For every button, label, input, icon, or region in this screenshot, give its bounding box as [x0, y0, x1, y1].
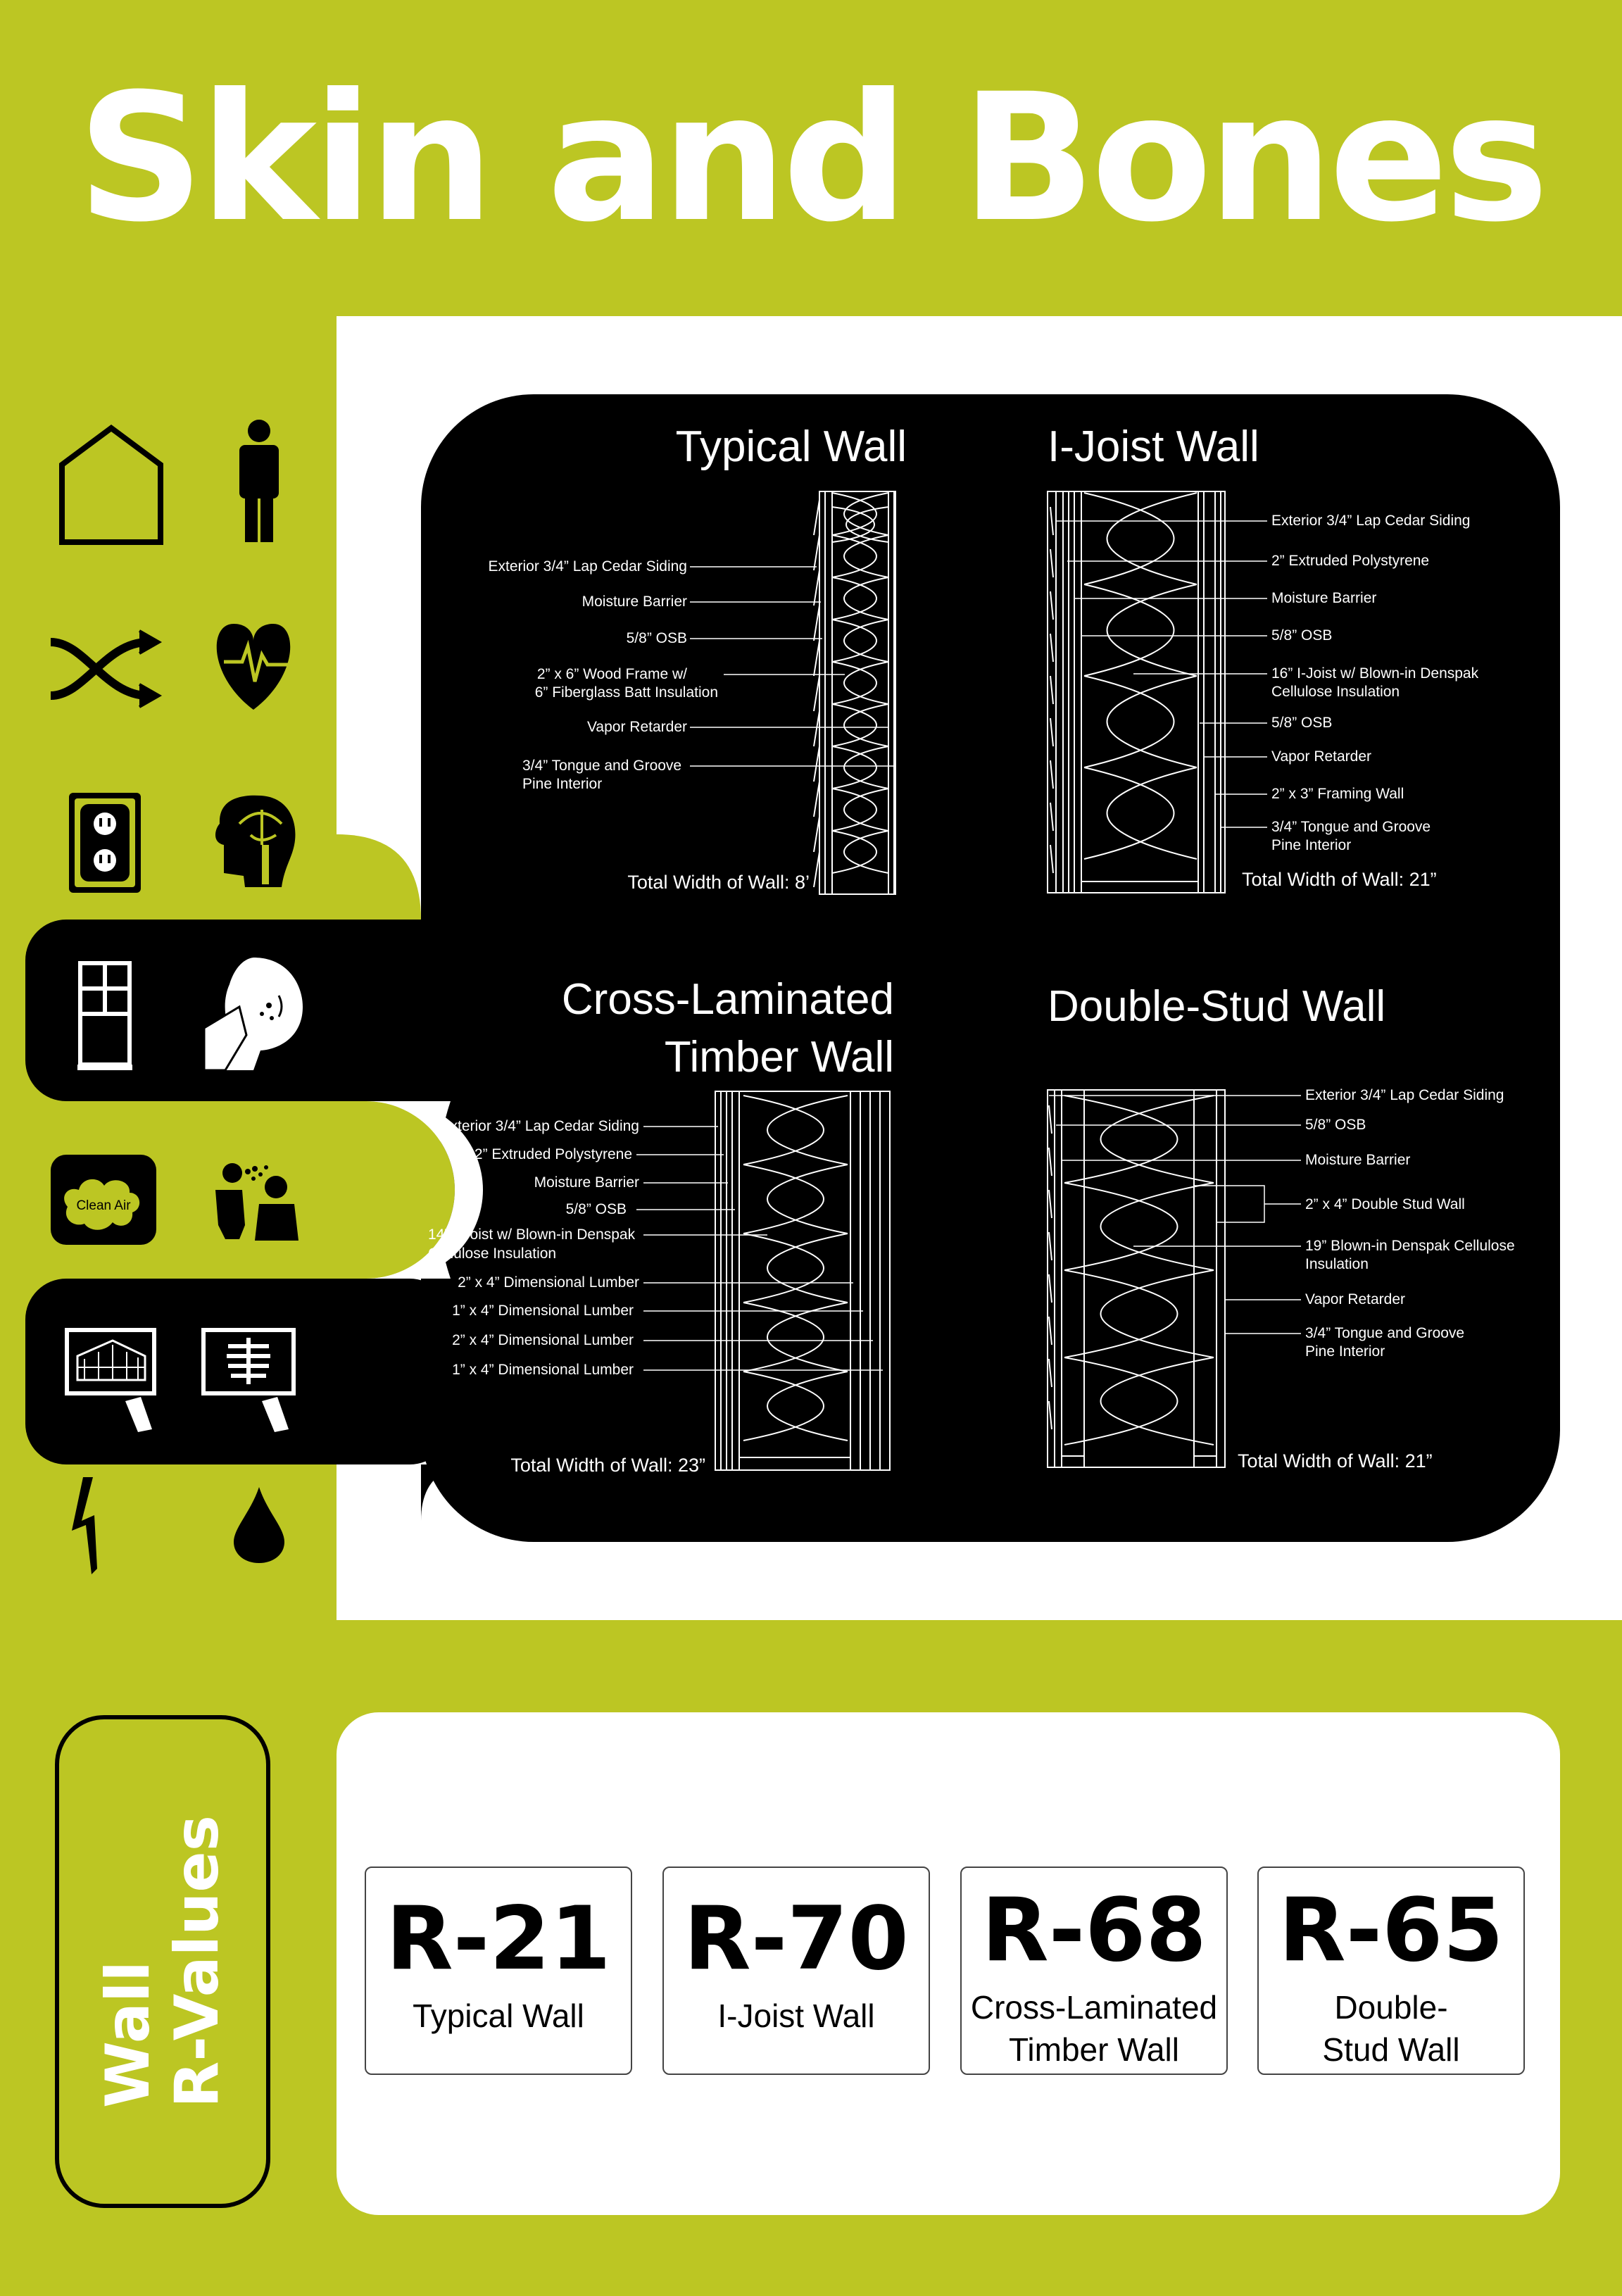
- clt-label-5: 14” I-Joist w/ Blown-in Denspak: [428, 1227, 636, 1243]
- ijoist-label-11: Pine Interior: [1271, 837, 1352, 853]
- typical-label-6: Vapor Retarder: [586, 719, 687, 735]
- ijoist-label-5: 16” I-Joist w/ Blown-in Denspak: [1271, 665, 1479, 682]
- lightning-icon: [72, 1477, 97, 1574]
- clt-label-6: Cellulose Insulation: [428, 1246, 557, 1262]
- ijoist-label-2: 2” Extruded Polystyrene: [1271, 553, 1430, 569]
- ijoist-label-7: 5/8” OSB: [1271, 715, 1333, 731]
- wall-r-values-line1: Wall: [93, 1961, 164, 2108]
- ijoist-total-width: Total Width of Wall: 21”: [1242, 869, 1437, 890]
- clt-label-4: 5/8” OSB: [565, 1201, 627, 1217]
- person-icon: [239, 420, 279, 542]
- r-value: R-68: [981, 1880, 1207, 1981]
- r-value-label: [1259, 1986, 1523, 2071]
- r-value-label: [962, 1986, 1226, 2071]
- ijoist-label-4: 5/8” OSB: [1271, 627, 1333, 644]
- wall-r-values-heading: [55, 1715, 270, 2208]
- typical-label-8: Pine Interior: [522, 776, 603, 792]
- double-label-9: Pine Interior: [1305, 1343, 1385, 1360]
- wall-r-values-line2: R-Values: [162, 1815, 233, 2108]
- brain-head-icon: [215, 796, 295, 887]
- double-label-5: 19” Blown-in Denspak Cellulose: [1305, 1238, 1515, 1254]
- r-value: R-70: [684, 1888, 909, 1990]
- typical-total-width: Total Width of Wall: 8’: [627, 872, 810, 893]
- r-value-card-typical: [365, 1867, 632, 2075]
- double-label-1: Exterior 3/4” Lap Cedar Siding: [1305, 1087, 1504, 1103]
- typical-label-5: 6” Fiberglass Batt Insulation: [534, 684, 718, 701]
- clt-label-7: 2” x 4” Dimensional Lumber: [458, 1274, 639, 1291]
- r-value: R-21: [386, 1888, 611, 1990]
- double-wall-title: Double-Stud Wall: [1048, 982, 1386, 1031]
- ijoist-label-6: Cellulose Insulation: [1271, 684, 1400, 700]
- r-value-label-line1: I-Joist Wall: [717, 1997, 875, 2034]
- shuffle-icon: [51, 631, 159, 707]
- r-value-label-line1: Cross-Laminated: [970, 1989, 1218, 2026]
- typical-label-1: Exterior 3/4” Lap Cedar Siding: [488, 558, 687, 575]
- double-label-7: Vapor Retarder: [1305, 1291, 1406, 1307]
- clt-wall-title-line1: Cross-Laminated: [561, 975, 894, 1024]
- clean-air-icon: [51, 1155, 156, 1245]
- double-label-2: 5/8” OSB: [1305, 1117, 1366, 1133]
- clt-label-10: 1” x 4” Dimensional Lumber: [452, 1362, 634, 1378]
- ijoist-label-1: Exterior 3/4” Lap Cedar Siding: [1271, 513, 1471, 529]
- clt-label-8: 1” x 4” Dimensional Lumber: [452, 1303, 634, 1319]
- r-value-label: [366, 1995, 631, 2037]
- outlet-icon: [69, 793, 141, 893]
- clt-label-2: 2” Extruded Polystyrene: [474, 1146, 632, 1162]
- double-label-4: 2” x 4” Double Stud Wall: [1305, 1196, 1465, 1212]
- sneeze-people-icon: [215, 1163, 298, 1241]
- r-value-card-double: [1257, 1867, 1525, 2075]
- r-value-label-line1: Typical Wall: [413, 1997, 584, 2034]
- r-value-label-line1: Double-: [1334, 1989, 1448, 2026]
- r-value-label-line2: Timber Wall: [1009, 2031, 1179, 2068]
- clean-air-label: Clean Air: [76, 1198, 131, 1213]
- clt-label-1: Exterior 3/4” Lap Cedar Siding: [440, 1118, 639, 1134]
- clt-label-3: Moisture Barrier: [534, 1174, 639, 1191]
- ijoist-label-10: 3/4” Tongue and Groove: [1271, 819, 1431, 835]
- ijoist-label-8: Vapor Retarder: [1271, 748, 1372, 765]
- heart-pulse-icon: [217, 624, 290, 710]
- ijoist-wall-title: I-Joist Wall: [1048, 422, 1259, 471]
- r-value: R-65: [1278, 1880, 1504, 1981]
- typical-label-7: 3/4” Tongue and Groove: [522, 758, 682, 774]
- typical-label-2: Moisture Barrier: [581, 594, 687, 610]
- ijoist-label-3: Moisture Barrier: [1271, 590, 1377, 606]
- typical-label-4: 2” x 6” Wood Frame w/: [536, 666, 687, 682]
- r-value-label-line2: Stud Wall: [1322, 2031, 1460, 2068]
- r-value-card-clt: [960, 1867, 1228, 2075]
- double-label-6: Insulation: [1305, 1256, 1369, 1272]
- r-value-label: [664, 1995, 929, 2037]
- clt-total-width: Total Width of Wall: 23”: [510, 1455, 705, 1476]
- page-title: Skin and Bones: [77, 56, 1545, 261]
- house-icon: [62, 428, 161, 542]
- typical-wall-title: Typical Wall: [675, 422, 907, 471]
- double-total-width: Total Width of Wall: 21”: [1238, 1450, 1433, 1472]
- water-drop-icon: [234, 1487, 284, 1563]
- typical-label-3: 5/8” OSB: [626, 630, 687, 646]
- clt-wall-title-line2: Timber Wall: [664, 1033, 894, 1081]
- clt-label-9: 2” x 4” Dimensional Lumber: [452, 1332, 634, 1348]
- double-label-8: 3/4” Tongue and Groove: [1305, 1325, 1465, 1341]
- r-value-card-ijoist: [662, 1867, 930, 2075]
- double-label-3: Moisture Barrier: [1305, 1152, 1411, 1168]
- ijoist-label-9: 2” x 3” Framing Wall: [1271, 786, 1404, 802]
